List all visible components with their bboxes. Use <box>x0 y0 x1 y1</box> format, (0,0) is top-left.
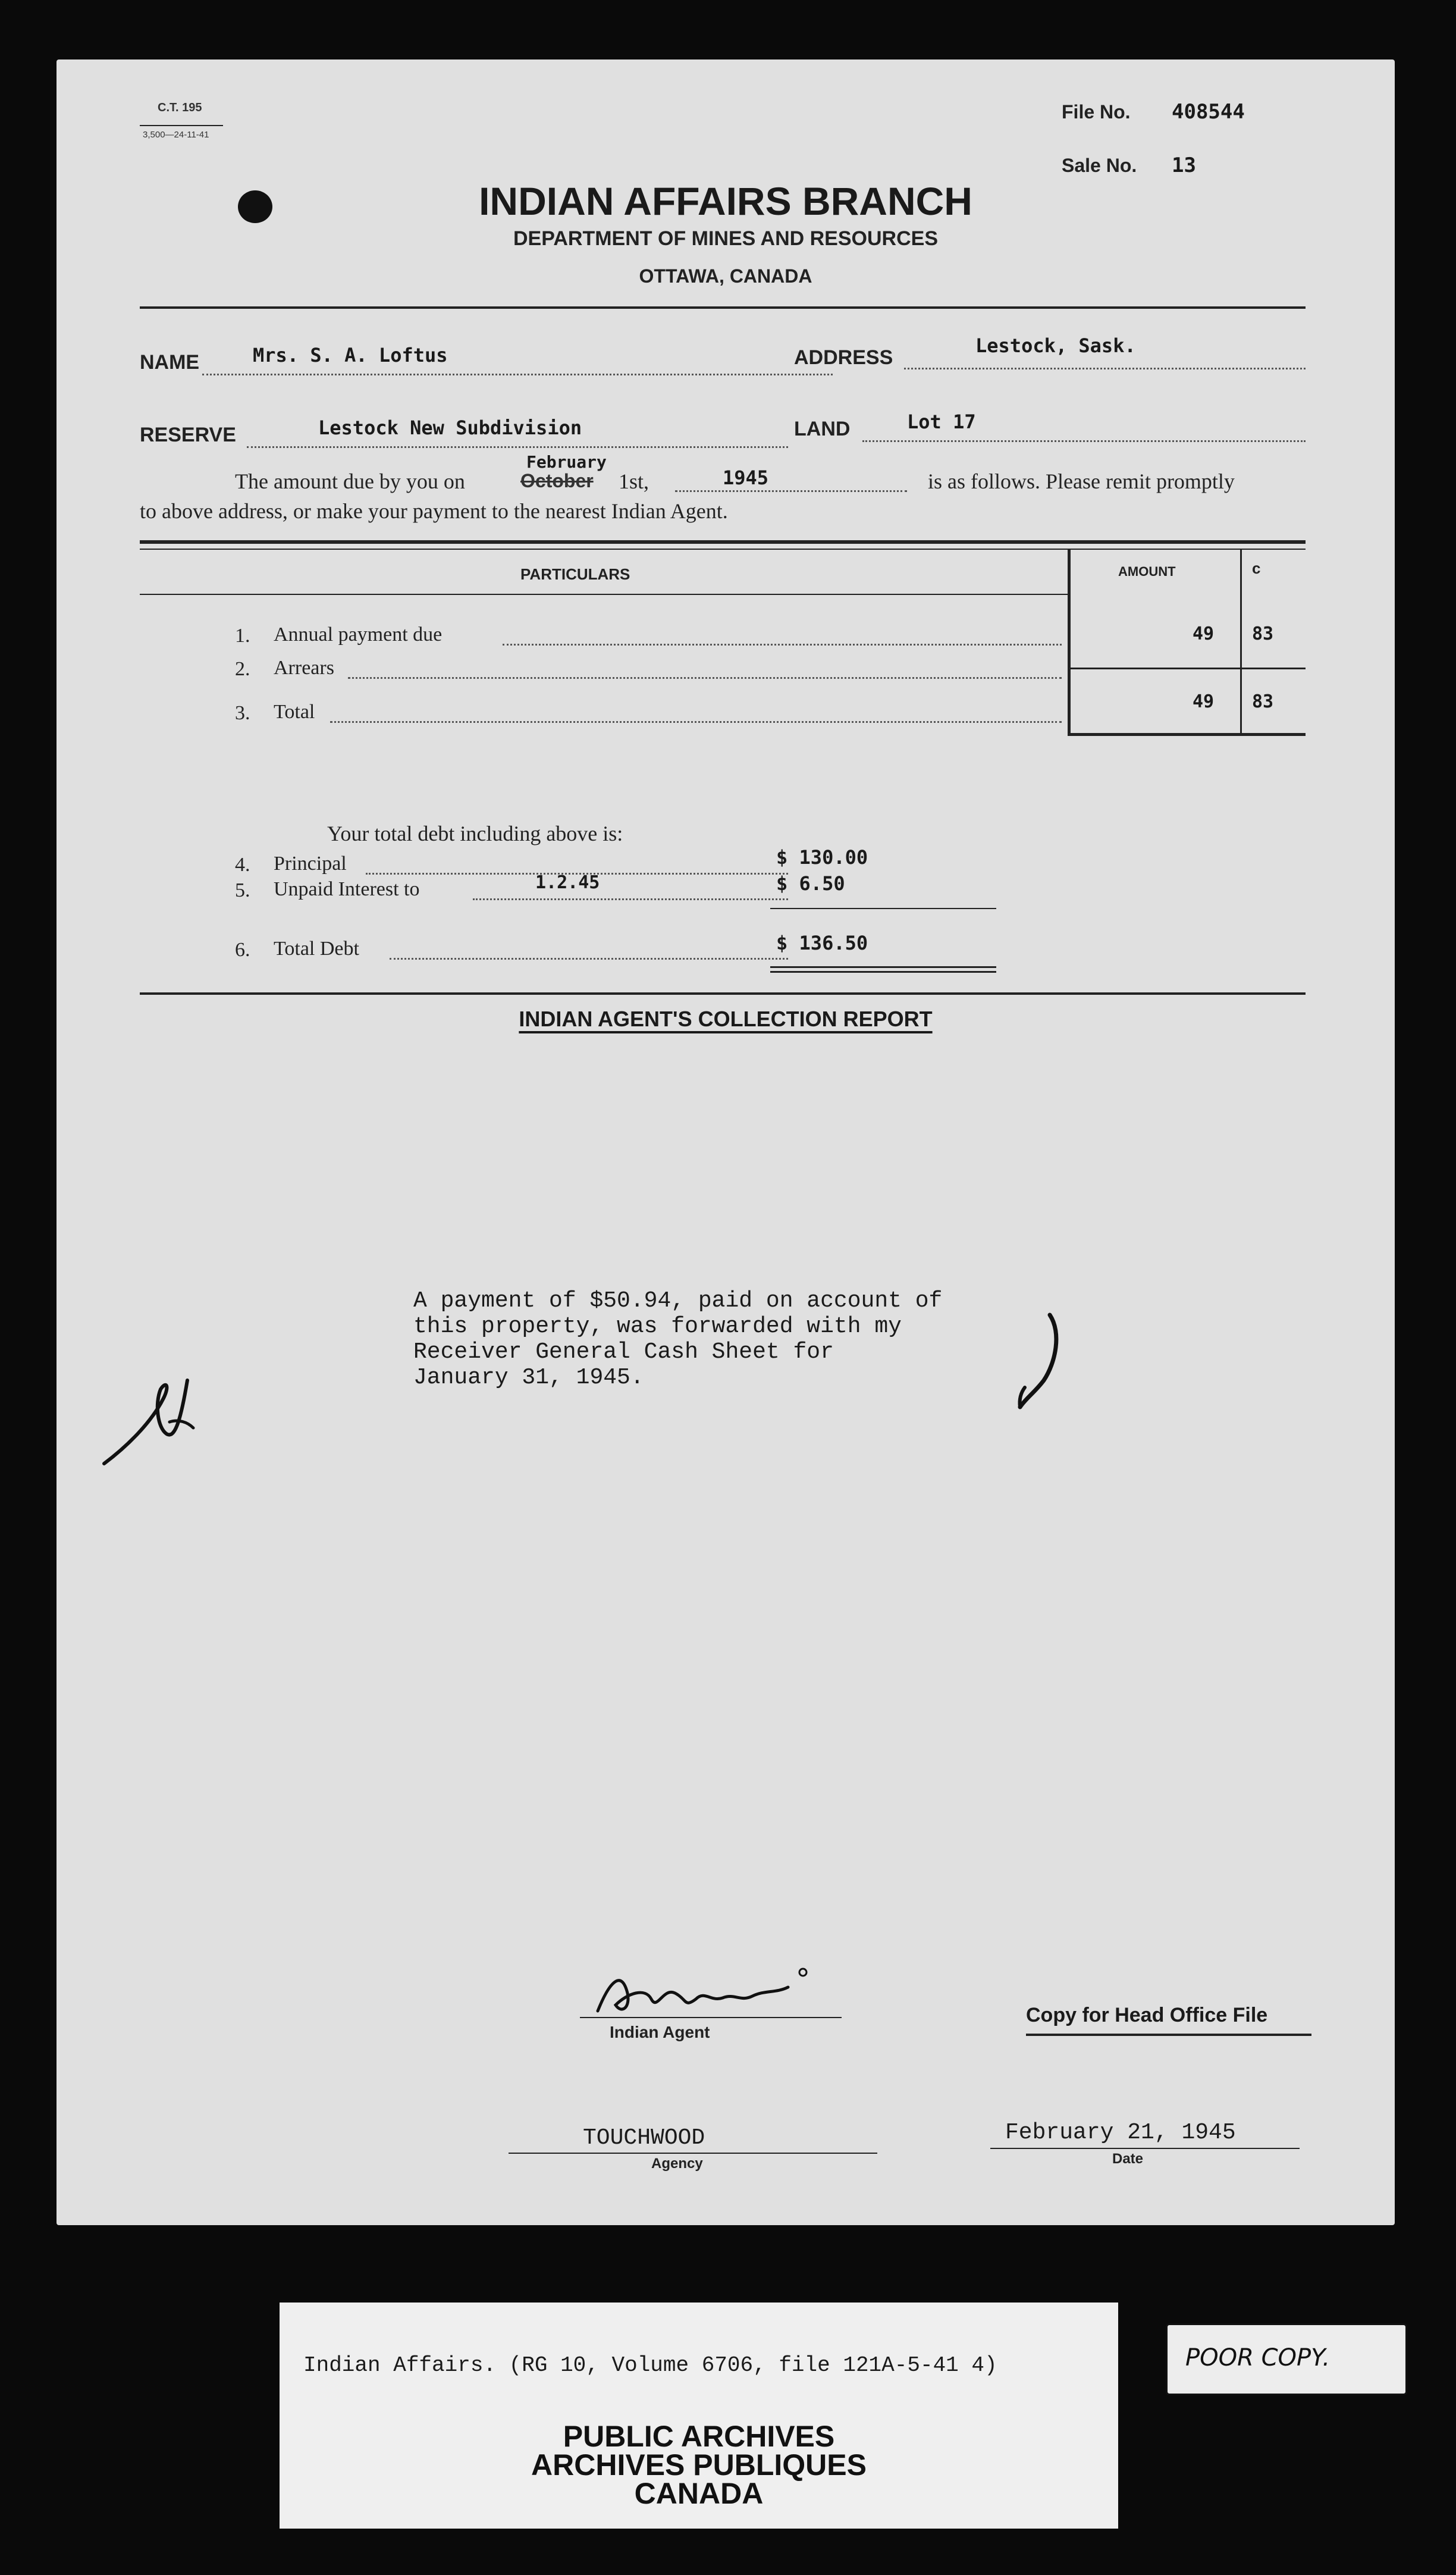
archive-line-1: PUBLIC ARCHIVES <box>563 2420 835 2453</box>
debt-intro: Your total debt including above is: <box>327 822 623 845</box>
agency-label: Agency <box>651 2156 703 2172</box>
archive-label <box>280 2303 1118 2529</box>
indian-agent-label: Indian Agent <box>610 2023 710 2041</box>
form-code: C.T. 195 <box>158 101 202 114</box>
collection-report-heading: INDIAN AGENT'S COLLECTION REPORT <box>519 1007 933 1031</box>
archive-line-3: CANADA <box>634 2477 764 2510</box>
report-line-2: this property, was forwarded with my <box>413 1314 902 1339</box>
margin-initials-icon <box>98 1362 205 1470</box>
row-3-label: Total <box>274 701 315 723</box>
particulars-header: PARTICULARS <box>520 565 630 583</box>
row-3-number: 3. <box>235 702 250 724</box>
notice-suffix: is as follows. Please remit promptly <box>928 469 1235 493</box>
reserve-value: Lestock New Subdivision <box>318 416 582 439</box>
report-date-value: February 21, 1945 <box>1005 2120 1236 2145</box>
report-line-3: Receiver General Cash Sheet for <box>413 1339 834 1365</box>
notice-year: 1945 <box>723 466 769 489</box>
total-debt-value: $ 136.50 <box>776 932 868 954</box>
check-mark-icon <box>1008 1309 1074 1416</box>
land-value: Lot 17 <box>907 411 976 433</box>
copy-for-head-office-label: Copy for Head Office File <box>1026 2004 1268 2026</box>
form-print-run: 3,500—24-11-41 <box>143 130 209 140</box>
address-value: Lestock, Sask. <box>975 334 1136 357</box>
interest-label: Unpaid Interest to <box>274 878 420 900</box>
principal-number: 4. <box>235 854 250 876</box>
land-label: LAND <box>794 418 851 440</box>
cents-header: c <box>1252 559 1261 577</box>
archive-line-2: ARCHIVES PUBLIQUES <box>531 2448 867 2482</box>
total-debt-number: 6. <box>235 939 250 961</box>
report-line-1: A payment of $50.94, paid on account of <box>413 1288 943 1314</box>
row-1-number: 1. <box>235 625 250 647</box>
notice-line-2: to above address, or make your payment to the nearest Indian Agent. <box>140 499 728 523</box>
poor-copy-note <box>1166 2323 1407 2395</box>
amount-header: AMOUNT <box>1118 564 1176 579</box>
row-1-label: Annual payment due <box>274 624 443 646</box>
notice-month-typed: February <box>526 452 607 472</box>
row-2-label: Arrears <box>274 657 334 679</box>
poor-copy-text: POOR COPY. <box>1185 2344 1331 2372</box>
total-debt-label: Total Debt <box>274 938 359 960</box>
branch-title: INDIAN AFFAIRS BRANCH <box>479 179 972 223</box>
department-name: DEPARTMENT OF MINES AND RESOURCES <box>513 227 939 250</box>
principal-value: $ 130.00 <box>776 846 868 869</box>
row-1-cents: 83 <box>1252 624 1274 644</box>
interest-value: $ 6.50 <box>776 872 845 895</box>
address-label: ADDRESS <box>794 346 893 369</box>
form-sheet <box>57 59 1395 2225</box>
name-label: NAME <box>140 351 200 374</box>
file-no-label: File No. <box>1062 101 1131 123</box>
file-no-value: 408544 <box>1172 100 1245 124</box>
interest-date: 1.2.45 <box>535 872 600 893</box>
row-2-number: 2. <box>235 658 250 680</box>
interest-number: 5. <box>235 879 250 901</box>
row-1-dollars: 49 <box>1193 624 1215 644</box>
date-label: Date <box>1112 2151 1144 2167</box>
sale-no-label: Sale No. <box>1062 155 1137 176</box>
row-3-cents: 83 <box>1252 691 1274 712</box>
name-value: Mrs. S. A. Loftus <box>253 344 448 366</box>
principal-label: Principal <box>274 853 347 875</box>
agency-value: TOUCHWOOD <box>583 2125 705 2151</box>
row-3-dollars: 49 <box>1193 691 1215 712</box>
sale-no-value: 13 <box>1172 154 1196 177</box>
agent-signature <box>586 1957 812 2023</box>
archive-citation: Indian Affairs. (RG 10, Volume 6706, file 121A-5-41 4) <box>303 2353 997 2377</box>
reserve-label: RESERVE <box>140 424 236 446</box>
notice-struck-month: October <box>520 470 594 491</box>
notice-prefix: The amount due by you on <box>235 469 465 493</box>
notice-day: 1st, <box>619 469 649 493</box>
city-name: OTTAWA, CANADA <box>639 265 812 287</box>
report-line-4: January 31, 1945. <box>413 1365 644 1390</box>
